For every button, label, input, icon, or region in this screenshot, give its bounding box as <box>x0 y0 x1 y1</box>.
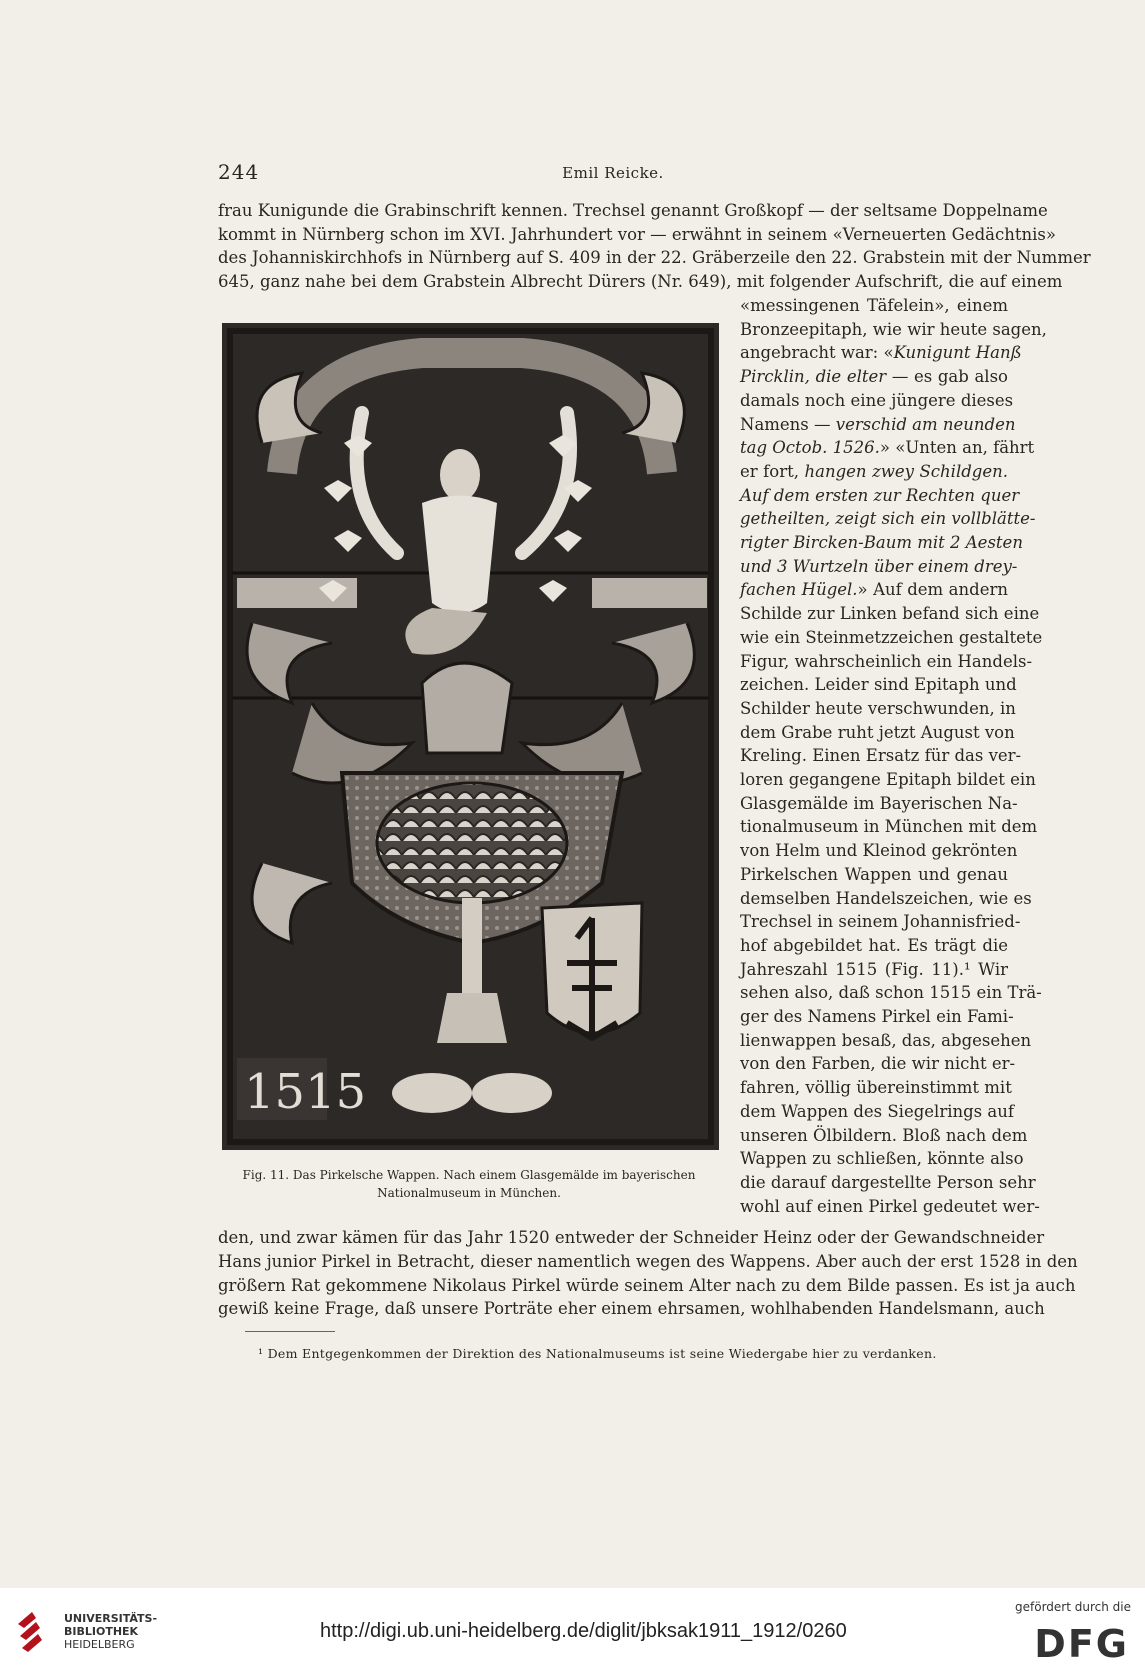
side-text-line <box>740 413 1016 437</box>
source-url-link[interactable]: http://digi.ub.uni-heidelberg.de/diglit/jbksak1911_1912/0260 <box>320 1620 847 1642</box>
text-segment: » Auf dem andern <box>857 580 1008 600</box>
caption-line: Nationalmuseum in München. <box>377 1186 561 1200</box>
side-text-line: tionalmuseum in München mit dem <box>740 817 1038 837</box>
text-line: kommt in Nürnberg schon im XVI. Jahrhundert vor — erwähnt in seinem «Verneuerten Gedächtnis» <box>218 225 1056 244</box>
side-text-line: ger des Namens Pirkel ein Fami- <box>740 1007 1014 1026</box>
side-text-line: hof abgebildet hat. Es trägt die <box>740 935 1008 955</box>
side-text-line <box>740 341 1022 365</box>
side-text-line <box>740 531 1023 555</box>
text-line: 645, ganz nahe bei dem Grabstein Albrecht Dürers (Nr. 649), mit folgender Aufschrift, die auf einem <box>218 272 1063 291</box>
side-text-line: Bronzeepitaph, wie wir heute sagen, <box>740 319 1047 339</box>
figure-caption <box>218 1166 720 1202</box>
italic-quote-segment: Pircklin, die elter <box>740 367 887 387</box>
side-text-line: damals noch eine jüngere dieses <box>740 390 1014 410</box>
side-text-line: loren gegangene Epitaph bildet ein <box>740 770 1036 789</box>
side-text-line: demselben Handelszeichen, wie es <box>740 888 1032 908</box>
text-segment: er fort, <box>740 461 805 481</box>
text-segment: Namens — <box>740 414 836 434</box>
figure-year: 1515 <box>244 1064 367 1120</box>
side-text-line: fahren, völlig übereinstimmt mit <box>740 1078 1012 1098</box>
page-header <box>218 160 1008 186</box>
side-text-line: von Helm und Kleinod gekrönten <box>740 841 1018 861</box>
footnote: ¹ Dem Entgegenkommen der Direktion des Nationalmuseums ist seine Wiedergabe hier zu verdanken. <box>258 1346 937 1361</box>
library-name: UNIVERSITÄTS- BIBLIOTHEK HEIDELBERG <box>64 1612 158 1651</box>
text-line: größern Rat gekommene Nikolaus Pirkel würde seinem Alter nach zu dem Bilde passen. Es ist ja auch <box>218 1276 1076 1295</box>
side-text-line: Figur, wahrscheinlich ein Handels- <box>740 651 1033 671</box>
italic-quote-segment: fachen Hügel. <box>740 580 858 600</box>
side-text-line <box>740 365 1008 389</box>
side-text-line <box>740 555 1018 579</box>
side-text-line: von den Farben, die wir nicht er- <box>740 1054 1016 1074</box>
side-text-line: wie ein Steinmetzzeichen gestaltete <box>740 627 1043 647</box>
side-text-line <box>740 460 1008 484</box>
side-text-line: Wappen zu schließen, könnte also <box>740 1149 1024 1169</box>
side-text-line: wohl auf einen Pirkel gedeutet wer- <box>740 1196 1040 1216</box>
italic-quote-segment: Auf dem ersten zur Rechten quer <box>740 485 1020 505</box>
text-line: Hans junior Pirkel in Betracht, dieser namentlich wegen des Wappens. Aber auch der erst 1528 in den <box>218 1252 1078 1271</box>
side-text-line: unseren Ölbildern. Bloß nach dem <box>740 1125 1028 1145</box>
side-text-line: Schilder heute verschwunden, in <box>740 698 1016 718</box>
italic-quote-segment: getheilten, zeigt sich ein vollblätte- <box>740 509 1036 529</box>
side-text-line: zeichen. Leider sind Epitaph und <box>740 675 1017 695</box>
side-text-line <box>740 507 1036 531</box>
stained-glass-illustration <box>222 323 719 1150</box>
footnote-rule <box>245 1331 335 1332</box>
page-number: 244 <box>218 160 260 184</box>
side-text-line: dem Wappen des Siegelrings auf <box>740 1101 1014 1121</box>
italic-quote-segment: rigter Bircken-Baum mit 2 Aesten <box>740 533 1023 552</box>
side-text-line: Kreling. Einen Ersatz für das ver- <box>740 746 1022 766</box>
figure-stained-glass-coat-of-arms <box>222 323 719 1150</box>
side-text-line: Schilde zur Linken befand sich eine <box>740 604 1040 624</box>
side-text-line <box>740 436 1035 460</box>
side-text-line <box>740 484 1020 508</box>
italic-quote-segment: verschid am neunden <box>835 414 1016 434</box>
side-text-line: lienwappen besaß, das, abgesehen <box>740 1030 1032 1050</box>
funding-label: gefördert durch die <box>1015 1600 1131 1614</box>
side-text-line: Pirkelschen Wappen und genau <box>740 864 1008 884</box>
italic-quote-segment: und 3 Wurtzeln über einem drey- <box>740 556 1018 576</box>
text-segment: angebracht war: « <box>740 343 894 363</box>
text-line: des Johanniskirchhofs in Nürnberg auf S. 409 in der 22. Gräberzeile den 22. Grabstein mit der Nummer <box>218 248 1091 267</box>
text-line: gewiß keine Frage, daß unsere Porträte eher einem ehrsamen, wohlhabenden Handelsmann, auch <box>218 1299 1045 1318</box>
italic-quote-segment: hangen zwey Schildgen. <box>804 461 1008 481</box>
running-head: Emil Reicke. <box>562 164 664 182</box>
caption-line: Fig. 11. Das Pirkelsche Wappen. Nach einem Glasgemälde im bayerischen <box>242 1168 696 1182</box>
text-line: den, und zwar kämen für das Jahr 1520 entweder der Schneider Heinz oder der Gewandschneider <box>218 1228 1045 1247</box>
side-text-line: «messingenen Täfelein», einem <box>740 296 1008 315</box>
side-text-line: sehen also, daß schon 1515 ein Trä- <box>740 983 1042 1003</box>
italic-quote-segment: Kunigunt Hanß <box>893 343 1022 363</box>
side-text-line <box>740 578 1008 602</box>
side-text-line: Glasgemälde im Bayerischen Na- <box>740 793 1018 813</box>
library-logo-icon <box>14 1610 54 1656</box>
text-line: frau Kunigunde die Grabinschrift kennen. Trechsel genannt Großkopf — der seltsame Doppelname <box>218 201 1048 220</box>
side-text-line: Jahreszahl 1515 (Fig. 11).¹ Wir <box>740 959 1008 979</box>
digitization-footer <box>0 1588 1145 1678</box>
text-segment: » «Unten an, fährt <box>879 438 1035 458</box>
side-text-line: die darauf dargestellte Person sehr <box>740 1172 1036 1192</box>
side-text-line: Trechsel in seinem Johannisfried- <box>740 912 1021 932</box>
side-text-line: dem Grabe ruht jetzt August von <box>740 722 1015 742</box>
dfg-logo: DFG <box>1034 1622 1129 1666</box>
text-segment: — es gab also <box>886 367 1008 387</box>
italic-quote-segment: tag Octob. 1526. <box>740 438 880 458</box>
